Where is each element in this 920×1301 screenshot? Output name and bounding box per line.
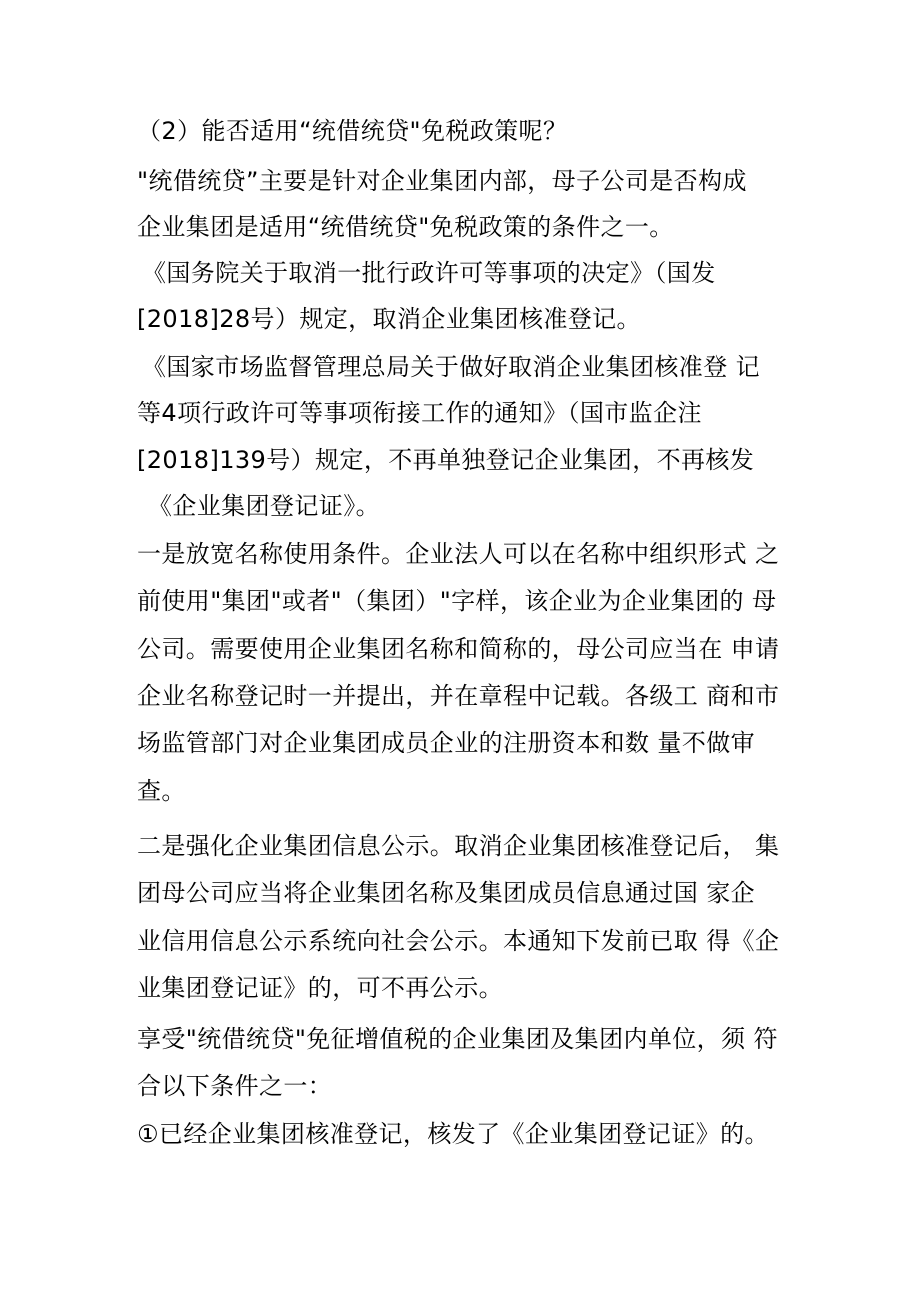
text-line: 二是强化企业集团信息公示。取消企业集团核准登记后， 集 bbox=[137, 832, 780, 860]
text-line: 《国务院关于取消一批行政许可等事项的决定》（国发 bbox=[142, 259, 716, 287]
text-line: "统借统贷”主要是针对企业集团内部，母子公司是否构成 bbox=[137, 167, 747, 195]
text-line: 公司。需要使用企业集团名称和简称的，母公司应当在 申请 bbox=[137, 635, 780, 663]
text-line: [2018]139号）规定，不再单独登记企业集团，不再核发 bbox=[137, 446, 755, 474]
text-line: 一是放宽名称使用条件。企业法人可以在名称中组织形式 之 bbox=[137, 540, 780, 568]
text-line: 等4项行政许可等事项衔接工作的通知》（国市监企注 bbox=[137, 399, 702, 427]
text-line: 团母公司应当将企业集团名称及集团成员信息通过国 家企 bbox=[137, 879, 756, 907]
text-line: 《国家市场监督管理总局关于做好取消企业集团核准登 记 bbox=[142, 353, 761, 381]
text-line: 场监管部门对企业集团成员企业的注册资本和数 量不做审 bbox=[137, 729, 756, 757]
text-line: ①已经企业集团核准登记，核发了《企业集团登记证》的。 bbox=[137, 1120, 769, 1148]
text-line: 前使用"集团"或者"（集团）"字样，该企业为企业集团的 母 bbox=[137, 587, 777, 615]
text-line: （2）能否适用“统借统贷"免税政策呢？ bbox=[137, 117, 568, 145]
text-line: 企业集团是适用“统借统贷"免税政策的条件之一。 bbox=[137, 213, 674, 241]
text-line: 《企业集团登记证》。 bbox=[148, 492, 380, 520]
text-line: 业集团登记证》的，可不再公示。 bbox=[137, 974, 503, 1002]
text-line: [2018]28号）规定，取消企业集团核准登记。 bbox=[137, 305, 641, 333]
text-line: 查。 bbox=[137, 777, 186, 805]
text-line: 合以下条件之一： bbox=[137, 1072, 333, 1100]
text-line: 业信用信息公示系统向社会公示。本通知下发前已取 得《企 bbox=[137, 927, 780, 955]
text-line: 企业名称登记时一并提出，并在章程中记载。各级工 商和市 bbox=[137, 682, 780, 710]
text-line: 享受"统借统贷"免征增值税的企业集团及集团内单位，须 符 bbox=[137, 1025, 778, 1053]
